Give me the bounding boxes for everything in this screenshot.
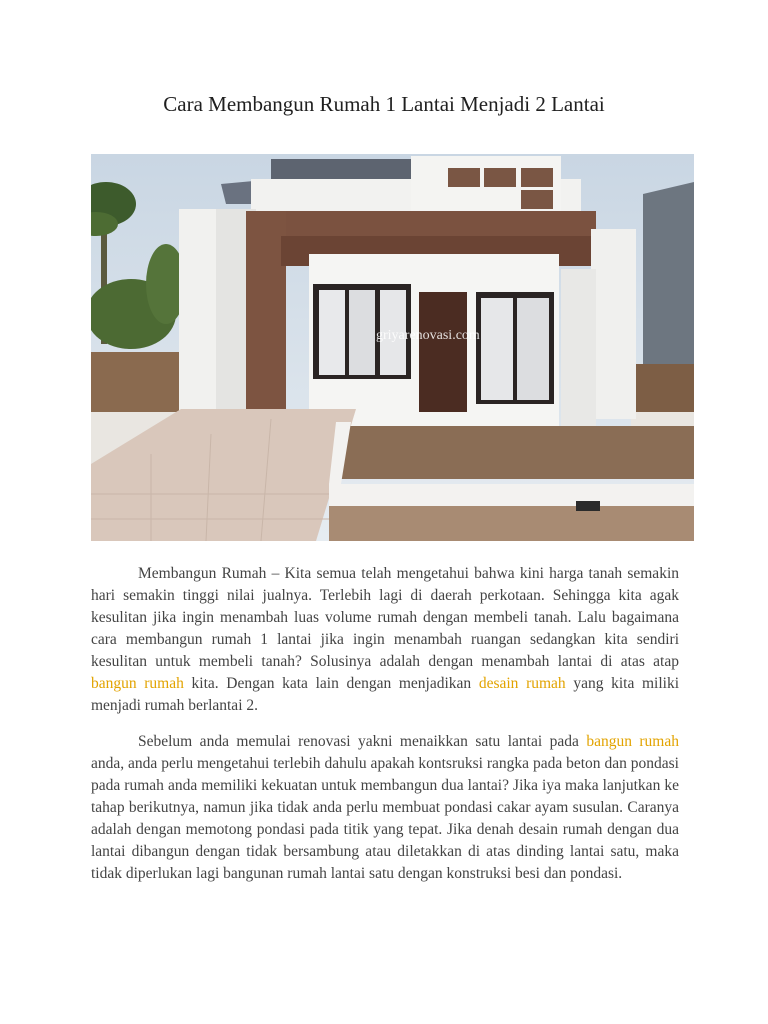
paragraph-1: [91, 563, 679, 717]
link-bangun-rumah-1[interactable]: bangun rumah: [91, 675, 184, 692]
article-body: [91, 563, 679, 899]
link-bangun-rumah-2[interactable]: bangun rumah: [586, 733, 679, 750]
paragraph-1-text-a: Membangun Rumah – Kita semua telah mengetahui bahwa kini harga tanah semakin hari semakin tinggi nilai jualnya. Terlebih lagi di daerah perkotaan. Sehingga kita agak kesulitan jika ingin menambah luas volume rumah dengan membeli tanah. Lalu bagaimana cara membangun rumah 1 lantai jika ingin menambah ruangan sedangkan kita sendiri kesulitan untuk membeli tanah? Solusinya adalah dengan menambah lantai di atas atap: [91, 565, 679, 670]
paragraph-1-text-c: yang kita miliki menjadi rumah berlantai 2.: [91, 675, 680, 714]
watermark-text: griyarenovasi.com: [376, 328, 480, 343]
link-desain-rumah[interactable]: desain rumah: [478, 675, 566, 692]
house-photo: [91, 154, 694, 541]
paragraph-2-text-a: Sebelum anda memulai renovasi yakni menaikkan satu lantai pada: [138, 733, 587, 750]
paragraph-2-text-b: anda, anda perlu mengetahui terlebih dahulu apakah kontsruksi rangka pada beton dan pondasi pada rumah anda memiliki kekuatan untuk membangun dua lantai? Jika iya maka lanjutkan ke tahap berikutnya, namun jika tidak anda perlu membuat pondasi cakar ayam susulan. Caranya adalah dengan memotong pondasi pada titik yang tepat. Jika denah desain rumah dengan dua lantai dibangun dengan tidak bersambung atau diletakkan di atas dinding lantai satu, maka tidak diperlukan lagi bangunan rumah lantai satu dengan konstruksi besi dan pondasi.: [91, 755, 679, 882]
paragraph-2: [91, 731, 679, 885]
page-title: Cara Membangun Rumah 1 Lantai Menjadi 2 Lantai: [163, 92, 605, 116]
paragraph-1-text-b: kita. Dengan kata lain dengan menjadikan: [183, 675, 479, 692]
